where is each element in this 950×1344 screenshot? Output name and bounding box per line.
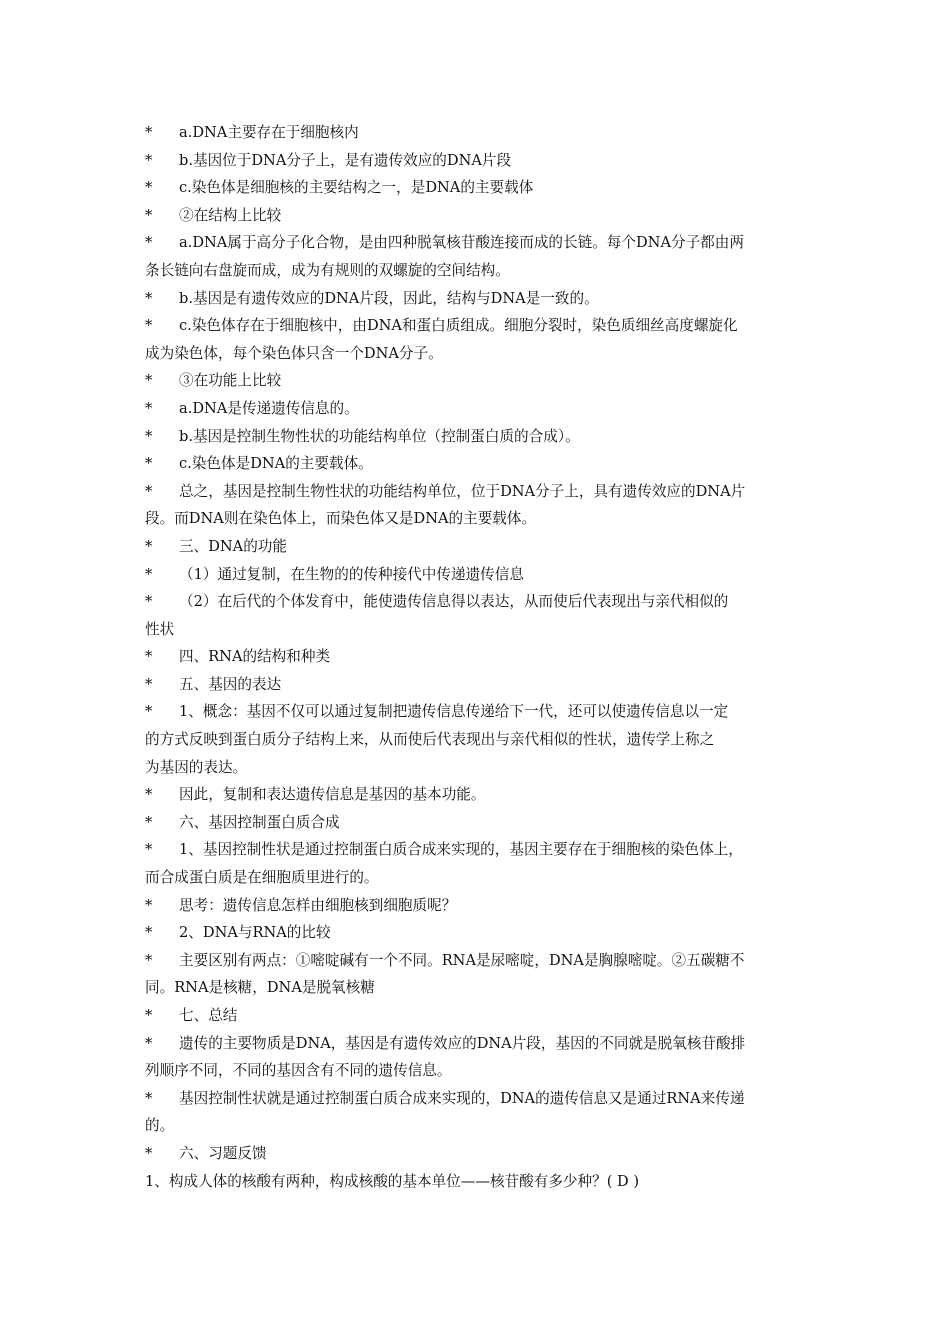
line-text: a.DNA是传递遗传信息的。 bbox=[179, 399, 359, 417]
bullet-marker: * bbox=[145, 648, 153, 666]
document-body bbox=[145, 119, 815, 1195]
text-line bbox=[145, 1030, 815, 1058]
line-text: 性状 bbox=[145, 620, 175, 638]
line-text: （1）通过复制，在生物的的传种接代中传递遗传信息 bbox=[179, 565, 524, 583]
line-text: 五、基因的表达 bbox=[179, 675, 282, 693]
line-text: a.DNA属于高分子化合物，是由四种脱氧核苷酸连接而成的长链。每个DNA分子都由两 bbox=[179, 234, 744, 252]
bullet-marker: * bbox=[145, 841, 153, 859]
bullet-marker: * bbox=[145, 289, 153, 307]
bullet-marker: * bbox=[145, 896, 153, 914]
text-line bbox=[145, 533, 815, 561]
line-text: 三、DNA的功能 bbox=[179, 537, 287, 555]
bullet-marker: * bbox=[145, 317, 153, 335]
bullet-marker: * bbox=[145, 206, 153, 224]
line-text: c.染色体是细胞核的主要结构之一，是DNA的主要载体 bbox=[179, 179, 534, 197]
bullet-marker: * bbox=[145, 399, 153, 417]
line-text: a.DNA主要存在于细胞核内 bbox=[179, 124, 359, 141]
bullet-marker: * bbox=[145, 565, 153, 583]
bullet-marker: * bbox=[145, 455, 153, 473]
line-text: 条长链向右盘旋而成，成为有规则的双螺旋的空间结构。 bbox=[145, 261, 510, 279]
text-line bbox=[145, 671, 815, 699]
line-text: ②在结构上比较 bbox=[179, 206, 282, 224]
text-line bbox=[145, 340, 815, 368]
text-line bbox=[145, 202, 815, 230]
bullet-marker: * bbox=[145, 593, 153, 611]
text-line bbox=[145, 478, 815, 506]
line-text: 为基因的表达。 bbox=[145, 758, 248, 776]
line-text: 遗传的主要物质是DNA，基因是有遗传效应的DNA片段，基因的不同就是脱氧核苷酸排 bbox=[179, 1034, 746, 1052]
line-text: b.基因位于DNA分子上，是有遗传效应的DNA片段 bbox=[179, 151, 512, 169]
text-line bbox=[145, 312, 815, 340]
bullet-marker: * bbox=[145, 372, 153, 390]
text-line bbox=[145, 561, 815, 589]
text-line bbox=[145, 781, 815, 809]
bullet-marker: * bbox=[145, 924, 153, 942]
line-text: c.染色体存在于细胞核中，由DNA和蛋白质组成。细胞分裂时，染色质细丝高度螺旋化 bbox=[179, 317, 738, 335]
text-line bbox=[145, 395, 815, 423]
text-line bbox=[145, 836, 815, 864]
text-line bbox=[145, 147, 815, 175]
line-text: 主要区别有两点：①嘧啶碱有一个不同。RNA是尿嘧啶，DNA是胸腺嘧啶。②五碳糖不 bbox=[179, 951, 745, 969]
bullet-marker: * bbox=[145, 675, 153, 693]
bullet-marker: * bbox=[145, 1007, 153, 1024]
bullet-marker: * bbox=[145, 951, 153, 969]
text-line bbox=[145, 588, 815, 616]
text-line bbox=[145, 1002, 815, 1030]
line-text: 的。 bbox=[145, 1117, 175, 1135]
line-text: b.基因是有遗传效应的DNA片段，因此，结构与DNA是一致的。 bbox=[179, 289, 599, 307]
text-line bbox=[145, 698, 815, 726]
bullet-marker: * bbox=[145, 1089, 153, 1107]
text-line bbox=[145, 450, 815, 478]
text-line bbox=[145, 285, 815, 313]
bullet-marker: * bbox=[145, 537, 153, 555]
line-text: 1、概念：基因不仅可以通过复制把遗传信息传递给下一代，还可以使遗传信息以一定 bbox=[179, 703, 729, 721]
line-text: 的方式反映到蛋白质分子结构上来，从而使后代表现出与亲代相似的性状，遗传学上称之 bbox=[145, 731, 715, 749]
text-line bbox=[145, 119, 815, 147]
text-line bbox=[145, 892, 815, 920]
line-text: 2、DNA与RNA的比较 bbox=[179, 924, 331, 942]
line-text: 段。而DNA则在染色体上，而染色体又是DNA的主要载体。 bbox=[145, 510, 537, 528]
bullet-marker: * bbox=[145, 1144, 153, 1162]
line-text: 六、习题反馈 bbox=[179, 1144, 267, 1162]
bullet-marker: * bbox=[145, 813, 153, 831]
line-text: 基因控制性状就是通过控制蛋白质合成来实现的，DNA的遗传信息又是通过RNA来传递 bbox=[179, 1089, 745, 1107]
text-line bbox=[145, 257, 815, 285]
text-line bbox=[145, 1112, 815, 1140]
bullet-marker: * bbox=[145, 234, 153, 252]
text-line bbox=[145, 919, 815, 947]
bullet-marker: * bbox=[145, 703, 153, 721]
text-line bbox=[145, 1140, 815, 1168]
line-text: （2）在后代的个体发育中，能使遗传信息得以表达，从而使后代表现出与亲代相似的 bbox=[179, 593, 729, 611]
text-line bbox=[145, 754, 815, 782]
line-text: b.基因是控制生物性状的功能结构单位（控制蛋白质的合成）。 bbox=[179, 427, 580, 445]
text-line bbox=[145, 1168, 815, 1196]
line-text: 四、RNA的结构和种类 bbox=[179, 648, 331, 666]
line-text: 六、基因控制蛋白质合成 bbox=[179, 813, 340, 831]
text-line bbox=[145, 643, 815, 671]
text-line bbox=[145, 174, 815, 202]
line-text: 而合成蛋白质是在细胞质里进行的。 bbox=[145, 869, 379, 887]
text-line bbox=[145, 1057, 815, 1085]
line-text: 因此，复制和表达遗传信息是基因的基本功能。 bbox=[179, 786, 486, 804]
bullet-marker: * bbox=[145, 786, 153, 804]
text-line bbox=[145, 726, 815, 754]
line-text: 思考：遗传信息怎样由细胞核到细胞质呢？ bbox=[179, 896, 457, 914]
bullet-marker: * bbox=[145, 124, 153, 141]
bullet-marker: * bbox=[145, 427, 153, 445]
line-text: 1、构成人体的核酸有两种，构成核酸的基本单位——核苷酸有多少种？( D ) bbox=[145, 1172, 640, 1190]
bullet-marker: * bbox=[145, 151, 153, 169]
line-text: 1、基因控制性状是通过控制蛋白质合成来实现的，基因主要存在于细胞核的染色体上， bbox=[179, 841, 743, 859]
line-text: ③在功能上比较 bbox=[179, 372, 282, 390]
text-line bbox=[145, 229, 815, 257]
line-text: 同。RNA是核糖，DNA是脱氧核糖 bbox=[145, 979, 375, 997]
text-line bbox=[145, 616, 815, 644]
line-text: c.染色体是DNA的主要载体。 bbox=[179, 455, 373, 473]
text-line bbox=[145, 505, 815, 533]
line-text: 总之，基因是控制生物性状的功能结构单位，位于DNA分子上，具有遗传效应的DNA片 bbox=[179, 482, 746, 500]
bullet-marker: * bbox=[145, 1034, 153, 1052]
bullet-marker: * bbox=[145, 179, 153, 197]
text-line bbox=[145, 423, 815, 451]
line-text: 列顺序不同，不同的基因含有不同的遗传信息。 bbox=[145, 1062, 452, 1080]
line-text: 成为染色体，每个染色体只含一个DNA分子。 bbox=[145, 344, 443, 362]
bullet-marker: * bbox=[145, 482, 153, 500]
text-line bbox=[145, 1085, 815, 1113]
text-line bbox=[145, 974, 815, 1002]
text-line bbox=[145, 864, 815, 892]
text-line bbox=[145, 809, 815, 837]
text-line bbox=[145, 947, 815, 975]
text-line bbox=[145, 367, 815, 395]
line-text: 七、总结 bbox=[179, 1007, 238, 1024]
